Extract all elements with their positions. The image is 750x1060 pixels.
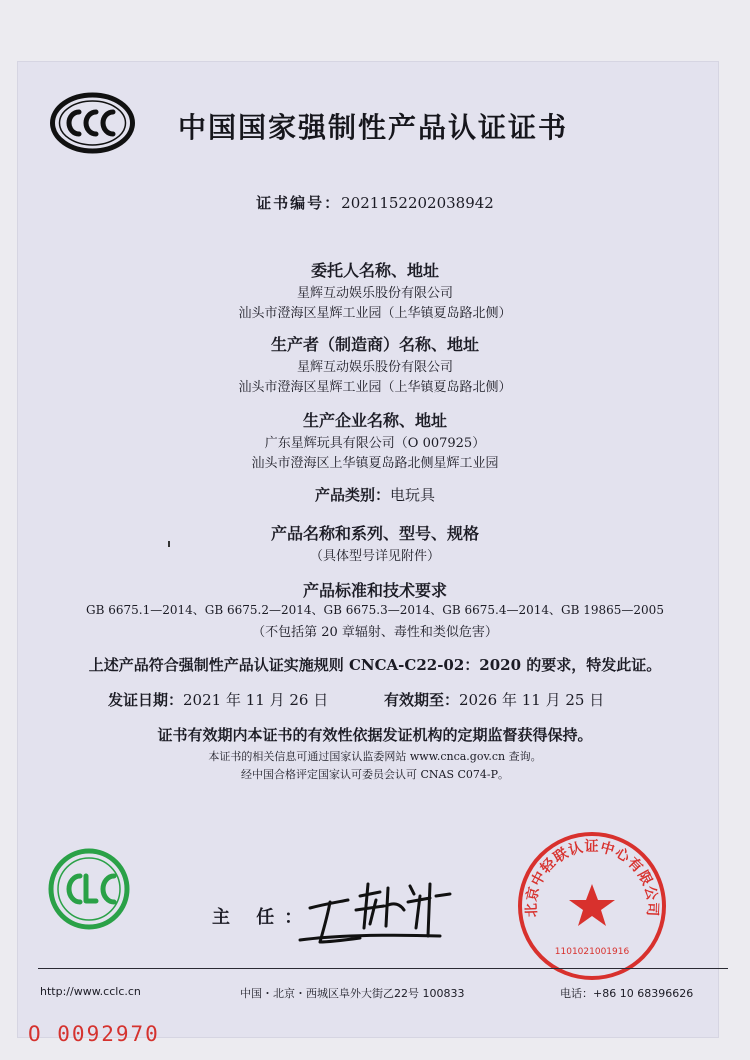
expiry-date <box>384 689 604 710</box>
footer-website: http://www.cclc.cn <box>40 985 141 998</box>
info-line-1: 本证书的相关信息可通过国家认监委网站 www.cnca.gov.cn 查询。 <box>208 750 542 763</box>
product-name-value: （具体型号详见附件） <box>309 549 440 564</box>
product-name-heading: 产品名称和系列、型号、规格 <box>270 524 479 543</box>
stray-mark <box>168 541 170 547</box>
standards-heading: 产品标准和技术要求 <box>302 581 447 600</box>
certificate-number <box>0 192 750 213</box>
seal-ring-text: 北京中轻联认证中心有限公司 <box>523 839 661 918</box>
info-line-2: 经中国合格评定国家认可委员会认可 CNAS C074-P。 <box>240 768 510 781</box>
applicant-name: 星辉互动娱乐股份有限公司 <box>296 286 453 301</box>
serial-number: O 0092970 <box>28 1022 160 1046</box>
certification-seal-icon <box>512 826 672 986</box>
product-category-value: 电玩具 <box>390 486 436 504</box>
applicant-heading: 委托人名称、地址 <box>310 261 439 280</box>
standards-value: GB 6675.1—2014、GB 6675.2—2014、GB 6675.3—2014、GB 6675.4—2014、GB 19865—2005 <box>86 603 664 617</box>
footer-address: 中国・北京・西城区阜外大街乙22号 100833 <box>240 987 465 1000</box>
certificate-number-value: 2021152202038942 <box>341 194 494 212</box>
manufacturer-name: 星辉互动娱乐股份有限公司 <box>296 360 453 375</box>
clc-logo-icon <box>48 848 130 930</box>
director-signature-icon <box>290 866 470 954</box>
product-category-label: 产品类别： <box>314 486 390 504</box>
standards-note: （不包括第 20 章辐射、毒性和类似危害） <box>252 625 498 640</box>
director-label: 主 任： <box>212 907 313 928</box>
manufacturer-heading: 生产者（制造商）名称、地址 <box>270 335 479 354</box>
expiry-date-value: 2026 年 11 月 25 日 <box>459 691 605 709</box>
footer-divider <box>38 968 728 969</box>
conformity-statement: 上述产品符合强制性产品认证实施规则 CNCA-C22-02：2020 的要求，特发此证。 <box>88 656 662 674</box>
certificate-title: 中国国家强制性产品认证证书 <box>178 111 569 144</box>
ccc-logo-icon <box>50 92 135 154</box>
footer-phone: 电话：+86 10 68396626 <box>560 987 694 1000</box>
certificate-number-label: 证书编号： <box>256 194 342 212</box>
product-category <box>0 484 750 505</box>
factory-heading: 生产企业名称、地址 <box>302 411 447 430</box>
applicant-address: 汕头市澄海区星辉工业园（上华镇夏岛路北侧） <box>238 306 512 321</box>
seal-code: 1101021001916 <box>554 947 630 957</box>
issue-date-value: 2021 年 11 月 26 日 <box>183 691 329 709</box>
issue-date <box>108 689 328 710</box>
validity-statement: 证书有效期内本证书的有效性依据发证机构的定期监督获得保持。 <box>157 726 593 744</box>
expiry-date-label: 有效期至： <box>384 691 460 709</box>
manufacturer-address: 汕头市澄海区星辉工业园（上华镇夏岛路北侧） <box>238 380 512 395</box>
issue-date-label: 发证日期： <box>108 691 184 709</box>
factory-name: 广东星辉玩具有限公司（O 007925） <box>264 436 486 451</box>
factory-address: 汕头市澄海区上华镇夏岛路北侧星辉工业园 <box>251 456 499 471</box>
